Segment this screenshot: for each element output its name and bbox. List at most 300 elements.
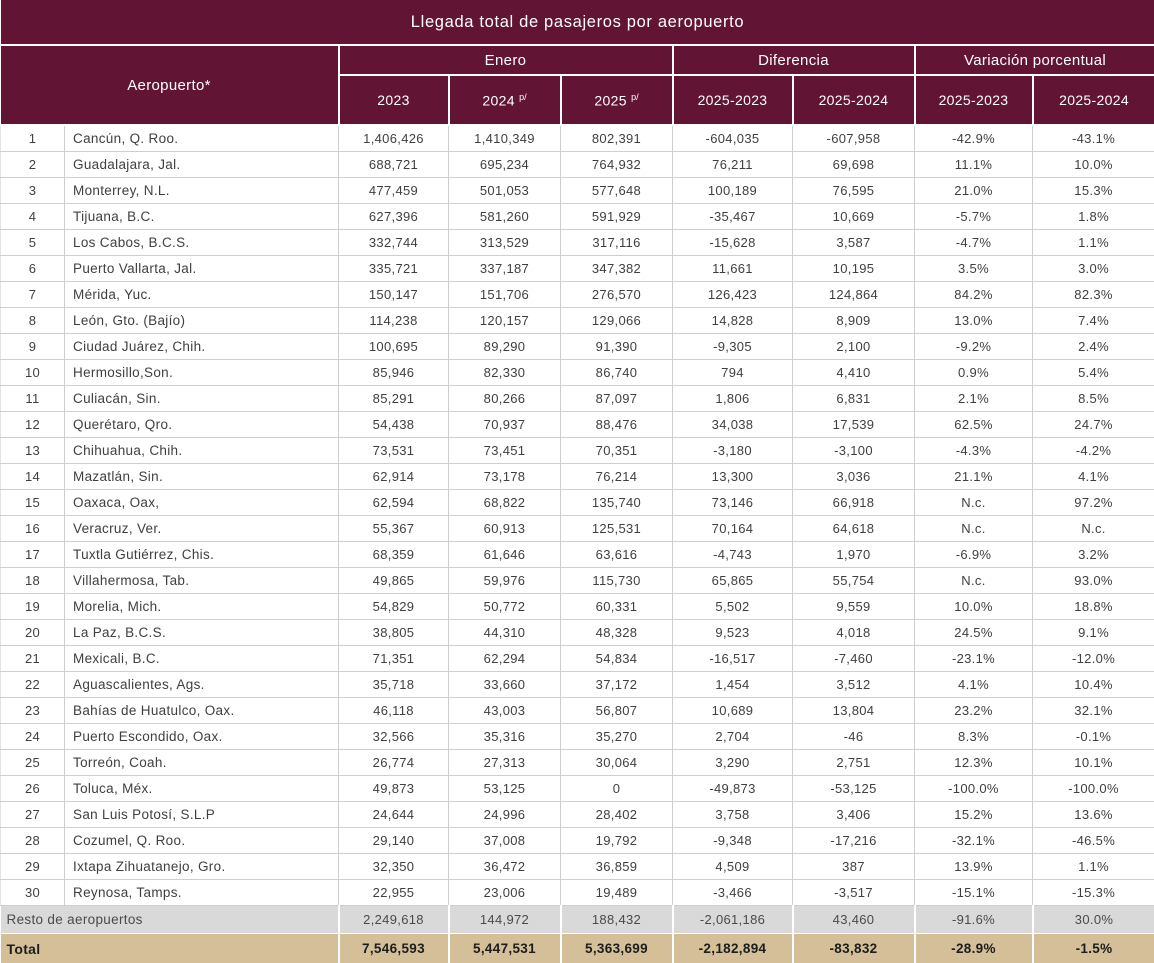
airport-name-cell: Aguascalientes, Ags. — [65, 672, 339, 698]
table-row — [1, 282, 1154, 308]
table-row — [1, 516, 1154, 542]
value-cell: 36,859 — [561, 854, 673, 880]
value-cell: 61,646 — [449, 542, 561, 568]
airport-name-cell: Ciudad Juárez, Chih. — [65, 334, 339, 360]
value-cell: 15.3% — [1033, 178, 1154, 204]
airport-name-cell: Tijuana, B.C. — [65, 204, 339, 230]
value-cell: 10.4% — [1033, 672, 1154, 698]
table-row — [1, 178, 1154, 204]
value-cell: -35,467 — [673, 204, 793, 230]
value-cell: 30,064 — [561, 750, 673, 776]
preliminary-superscript: p/ — [631, 92, 639, 102]
value-cell: -6.9% — [915, 542, 1033, 568]
value-cell: -9.2% — [915, 334, 1033, 360]
value-cell: 3,758 — [673, 802, 793, 828]
value-cell: 56,807 — [561, 698, 673, 724]
value-cell: 54,829 — [339, 594, 449, 620]
rank-cell: 10 — [1, 360, 65, 386]
value-cell: 0 — [561, 776, 673, 802]
value-cell: 76,211 — [673, 152, 793, 178]
value-cell: 3,036 — [793, 464, 915, 490]
table-row — [1, 750, 1154, 776]
airport-name-cell: Toluca, Méx. — [65, 776, 339, 802]
value-cell: 4,410 — [793, 360, 915, 386]
value-cell: 54,438 — [339, 412, 449, 438]
value-cell: 120,157 — [449, 308, 561, 334]
rank-cell: 2 — [1, 152, 65, 178]
rank-cell: 11 — [1, 386, 65, 412]
airport-name-cell: Puerto Escondido, Oax. — [65, 724, 339, 750]
value-cell: 84.2% — [915, 282, 1033, 308]
value-cell: 764,932 — [561, 152, 673, 178]
value-cell: 387 — [793, 854, 915, 880]
resto-de-aeropuertos-row — [1, 906, 1154, 934]
column-header-airport: Aeropuerto* — [1, 45, 339, 125]
rank-cell: 19 — [1, 594, 65, 620]
value-cell: -32.1% — [915, 828, 1033, 854]
value-cell: -16,517 — [673, 646, 793, 672]
value-cell: 73,531 — [339, 438, 449, 464]
value-cell: 73,451 — [449, 438, 561, 464]
value-cell: 93.0% — [1033, 568, 1154, 594]
value-cell: 18.8% — [1033, 594, 1154, 620]
rank-cell: 13 — [1, 438, 65, 464]
airport-name-cell: Veracruz, Ver. — [65, 516, 339, 542]
value-cell: 70,164 — [673, 516, 793, 542]
value-cell: 68,822 — [449, 490, 561, 516]
airport-name-cell: Culiacán, Sin. — [65, 386, 339, 412]
value-cell: 501,053 — [449, 178, 561, 204]
value-cell: -3,180 — [673, 438, 793, 464]
value-cell: 38,805 — [339, 620, 449, 646]
rank-cell: 7 — [1, 282, 65, 308]
value-cell: 85,946 — [339, 360, 449, 386]
airport-name-cell: Torreón, Coah. — [65, 750, 339, 776]
airport-name-cell: La Paz, B.C.S. — [65, 620, 339, 646]
value-cell: 32,566 — [339, 724, 449, 750]
value-cell: 188,432 — [561, 906, 673, 934]
airport-name-cell: Tuxtla Gutiérrez, Chis. — [65, 542, 339, 568]
value-cell: -4.7% — [915, 230, 1033, 256]
rank-cell: 24 — [1, 724, 65, 750]
airport-name-cell: Monterrey, N.L. — [65, 178, 339, 204]
value-cell: 5,363,699 — [561, 934, 673, 963]
group-header-row — [1, 45, 1154, 75]
value-cell: 3,587 — [793, 230, 915, 256]
value-cell: 0.9% — [915, 360, 1033, 386]
value-cell: 24.7% — [1033, 412, 1154, 438]
value-cell: 581,260 — [449, 204, 561, 230]
value-cell: 2.4% — [1033, 334, 1154, 360]
value-cell: 19,792 — [561, 828, 673, 854]
rank-cell: 9 — [1, 334, 65, 360]
value-cell: 76,214 — [561, 464, 673, 490]
value-cell: 82.3% — [1033, 282, 1154, 308]
value-cell: 6,831 — [793, 386, 915, 412]
rank-cell: 29 — [1, 854, 65, 880]
value-cell: 33,660 — [449, 672, 561, 698]
value-cell: 7,546,593 — [339, 934, 449, 963]
table-row — [1, 880, 1154, 906]
value-cell: 63,616 — [561, 542, 673, 568]
rank-cell: 22 — [1, 672, 65, 698]
value-cell: N.c. — [915, 490, 1033, 516]
value-cell: 73,146 — [673, 490, 793, 516]
value-cell: 4.1% — [915, 672, 1033, 698]
value-cell: 688,721 — [339, 152, 449, 178]
value-cell: 577,648 — [561, 178, 673, 204]
value-cell: 24,996 — [449, 802, 561, 828]
value-cell: -0.1% — [1033, 724, 1154, 750]
year-label: 2024 — [482, 92, 514, 108]
value-cell: 60,331 — [561, 594, 673, 620]
value-cell: 35,316 — [449, 724, 561, 750]
value-cell: 23.2% — [915, 698, 1033, 724]
value-cell: 80,266 — [449, 386, 561, 412]
value-cell: 62,294 — [449, 646, 561, 672]
value-cell: 151,706 — [449, 282, 561, 308]
value-cell: -15,628 — [673, 230, 793, 256]
value-cell: 13.6% — [1033, 802, 1154, 828]
value-cell: 49,865 — [339, 568, 449, 594]
rank-cell: 30 — [1, 880, 65, 906]
rank-cell: 6 — [1, 256, 65, 282]
value-cell: 37,008 — [449, 828, 561, 854]
table-row — [1, 724, 1154, 750]
value-cell: 802,391 — [561, 125, 673, 152]
airport-name-cell: Cozumel, Q. Roo. — [65, 828, 339, 854]
airport-name-cell: Bahías de Huatulco, Oax. — [65, 698, 339, 724]
value-cell: 3,512 — [793, 672, 915, 698]
table-row — [1, 620, 1154, 646]
table-row — [1, 828, 1154, 854]
value-cell: 335,721 — [339, 256, 449, 282]
value-cell: N.c. — [915, 516, 1033, 542]
title-row — [1, 0, 1154, 45]
value-cell: -23.1% — [915, 646, 1033, 672]
value-cell: -91.6% — [915, 906, 1033, 934]
value-cell: 22,955 — [339, 880, 449, 906]
value-cell: -2,061,186 — [673, 906, 793, 934]
table-row — [1, 308, 1154, 334]
value-cell: -53,125 — [793, 776, 915, 802]
value-cell: 9,559 — [793, 594, 915, 620]
value-cell: -49,873 — [673, 776, 793, 802]
value-cell: -3,517 — [793, 880, 915, 906]
table-row — [1, 672, 1154, 698]
table-row — [1, 360, 1154, 386]
value-cell: 13.9% — [915, 854, 1033, 880]
value-cell: 35,718 — [339, 672, 449, 698]
rank-cell: 12 — [1, 412, 65, 438]
airport-name-cell: Puerto Vallarta, Jal. — [65, 256, 339, 282]
rank-cell: 1 — [1, 125, 65, 152]
value-cell: 124,864 — [793, 282, 915, 308]
table-row — [1, 698, 1154, 724]
value-cell: 76,595 — [793, 178, 915, 204]
value-cell: 5,447,531 — [449, 934, 561, 963]
value-cell: 10.1% — [1033, 750, 1154, 776]
value-cell: -7,460 — [793, 646, 915, 672]
value-cell: 69,698 — [793, 152, 915, 178]
airport-name-cell: Villahermosa, Tab. — [65, 568, 339, 594]
value-cell: 1.1% — [1033, 230, 1154, 256]
value-cell: 10,669 — [793, 204, 915, 230]
table-row — [1, 152, 1154, 178]
table-body — [1, 125, 1154, 963]
rank-cell: 28 — [1, 828, 65, 854]
table-row — [1, 125, 1154, 152]
value-cell: 11,661 — [673, 256, 793, 282]
value-cell: 100,189 — [673, 178, 793, 204]
value-cell: 88,476 — [561, 412, 673, 438]
airport-name-cell: Hermosillo,Son. — [65, 360, 339, 386]
table-row — [1, 568, 1154, 594]
value-cell: -607,958 — [793, 125, 915, 152]
airport-name-cell: Morelia, Mich. — [65, 594, 339, 620]
value-cell: 44,310 — [449, 620, 561, 646]
value-cell: 64,618 — [793, 516, 915, 542]
rank-cell: 17 — [1, 542, 65, 568]
value-cell: 24,644 — [339, 802, 449, 828]
value-cell: 4.1% — [1033, 464, 1154, 490]
airport-name-cell: Ixtapa Zihuatanejo, Gro. — [65, 854, 339, 880]
value-cell: 73,178 — [449, 464, 561, 490]
value-cell: 5,502 — [673, 594, 793, 620]
value-cell: 36,472 — [449, 854, 561, 880]
value-cell: 13.0% — [915, 308, 1033, 334]
value-cell: 55,367 — [339, 516, 449, 542]
table-title: Llegada total de pasajeros por aeropuerto — [1, 0, 1154, 45]
column-header-diff-2025-2023: 2025-2023 — [673, 75, 793, 125]
value-cell: 627,396 — [339, 204, 449, 230]
value-cell: -9,348 — [673, 828, 793, 854]
column-header-var-2025-2024: 2025-2024 — [1033, 75, 1154, 125]
airport-name-cell: Chihuahua, Chih. — [65, 438, 339, 464]
year-label: 2023 — [377, 92, 409, 108]
value-cell: 115,730 — [561, 568, 673, 594]
airport-name-cell: Querétaro, Qro. — [65, 412, 339, 438]
value-cell: 5.4% — [1033, 360, 1154, 386]
value-cell: 135,740 — [561, 490, 673, 516]
value-cell: -1.5% — [1033, 934, 1154, 963]
value-cell: 29,140 — [339, 828, 449, 854]
value-cell: 54,834 — [561, 646, 673, 672]
value-cell: 114,238 — [339, 308, 449, 334]
table-header — [1, 0, 1154, 125]
value-cell: -12.0% — [1033, 646, 1154, 672]
value-cell: -15.3% — [1033, 880, 1154, 906]
table-row — [1, 230, 1154, 256]
value-cell: 21.0% — [915, 178, 1033, 204]
value-cell: 3,290 — [673, 750, 793, 776]
value-cell: 1.1% — [1033, 854, 1154, 880]
rank-cell: 14 — [1, 464, 65, 490]
value-cell: 66,918 — [793, 490, 915, 516]
airport-name-cell: Mexicali, B.C. — [65, 646, 339, 672]
total-row — [1, 934, 1154, 963]
value-cell: 3.0% — [1033, 256, 1154, 282]
value-cell: 8.3% — [915, 724, 1033, 750]
value-cell: 13,300 — [673, 464, 793, 490]
value-cell: 337,187 — [449, 256, 561, 282]
value-cell: N.c. — [915, 568, 1033, 594]
value-cell: -5.7% — [915, 204, 1033, 230]
value-cell: N.c. — [1033, 516, 1154, 542]
value-cell: -43.1% — [1033, 125, 1154, 152]
table-row — [1, 386, 1154, 412]
table-row — [1, 646, 1154, 672]
value-cell: -604,035 — [673, 125, 793, 152]
value-cell: 2,249,618 — [339, 906, 449, 934]
value-cell: 2,100 — [793, 334, 915, 360]
value-cell: 43,460 — [793, 906, 915, 934]
value-cell: 10.0% — [915, 594, 1033, 620]
value-cell: 2,751 — [793, 750, 915, 776]
value-cell: 477,459 — [339, 178, 449, 204]
airport-name-cell: Guadalajara, Jal. — [65, 152, 339, 178]
value-cell: 23,006 — [449, 880, 561, 906]
table-row — [1, 802, 1154, 828]
value-cell: 1,406,426 — [339, 125, 449, 152]
rank-cell: 25 — [1, 750, 65, 776]
airport-name-cell: San Luis Potosí, S.L.P — [65, 802, 339, 828]
value-cell: 34,038 — [673, 412, 793, 438]
value-cell: 65,865 — [673, 568, 793, 594]
value-cell: 1,806 — [673, 386, 793, 412]
value-cell: 15.2% — [915, 802, 1033, 828]
table-row — [1, 334, 1154, 360]
value-cell: 17,539 — [793, 412, 915, 438]
value-cell: 28,402 — [561, 802, 673, 828]
value-cell: 129,066 — [561, 308, 673, 334]
value-cell: 68,359 — [339, 542, 449, 568]
value-cell: 46,118 — [339, 698, 449, 724]
value-cell: 24.5% — [915, 620, 1033, 646]
value-cell: 347,382 — [561, 256, 673, 282]
value-cell: 3,406 — [793, 802, 915, 828]
column-group-enero: Enero — [339, 45, 673, 75]
value-cell: -17,216 — [793, 828, 915, 854]
value-cell: 82,330 — [449, 360, 561, 386]
value-cell: 9.1% — [1033, 620, 1154, 646]
value-cell: 62,914 — [339, 464, 449, 490]
column-header-2025 — [561, 75, 673, 125]
value-cell: -46 — [793, 724, 915, 750]
table-row — [1, 854, 1154, 880]
table-row — [1, 438, 1154, 464]
value-cell: 10,689 — [673, 698, 793, 724]
table-row — [1, 412, 1154, 438]
table-row — [1, 490, 1154, 516]
rank-cell: 8 — [1, 308, 65, 334]
value-cell: 10,195 — [793, 256, 915, 282]
value-cell: 19,489 — [561, 880, 673, 906]
value-cell: 317,116 — [561, 230, 673, 256]
rank-cell: 16 — [1, 516, 65, 542]
airport-name-cell: Reynosa, Tamps. — [65, 880, 339, 906]
value-cell: 53,125 — [449, 776, 561, 802]
rank-cell: 20 — [1, 620, 65, 646]
table-row — [1, 256, 1154, 282]
value-cell: 50,772 — [449, 594, 561, 620]
value-cell: 49,873 — [339, 776, 449, 802]
rank-cell: 15 — [1, 490, 65, 516]
table-row — [1, 776, 1154, 802]
airport-name-cell: Oaxaca, Oax, — [65, 490, 339, 516]
value-cell: 1.8% — [1033, 204, 1154, 230]
airport-name-cell: Los Cabos, B.C.S. — [65, 230, 339, 256]
value-cell: 9,523 — [673, 620, 793, 646]
airport-name-cell: Mazatlán, Sin. — [65, 464, 339, 490]
value-cell: 32,350 — [339, 854, 449, 880]
table-row — [1, 464, 1154, 490]
value-cell: 70,937 — [449, 412, 561, 438]
value-cell: 32.1% — [1033, 698, 1154, 724]
value-cell: 313,529 — [449, 230, 561, 256]
value-cell: 8.5% — [1033, 386, 1154, 412]
value-cell: 60,913 — [449, 516, 561, 542]
table-row — [1, 204, 1154, 230]
value-cell: 91,390 — [561, 334, 673, 360]
value-cell: 11.1% — [915, 152, 1033, 178]
value-cell: 276,570 — [561, 282, 673, 308]
value-cell: 71,351 — [339, 646, 449, 672]
value-cell: 10.0% — [1033, 152, 1154, 178]
airport-name-cell: Mérida, Yuc. — [65, 282, 339, 308]
value-cell: 150,147 — [339, 282, 449, 308]
rank-cell: 21 — [1, 646, 65, 672]
value-cell: -28.9% — [915, 934, 1033, 963]
value-cell: 43,003 — [449, 698, 561, 724]
value-cell: 695,234 — [449, 152, 561, 178]
value-cell: 8,909 — [793, 308, 915, 334]
airport-name-cell: Cancún, Q. Roo. — [65, 125, 339, 152]
value-cell: 125,531 — [561, 516, 673, 542]
value-cell: 144,972 — [449, 906, 561, 934]
value-cell: 3.2% — [1033, 542, 1154, 568]
rank-cell: 18 — [1, 568, 65, 594]
value-cell: 37,172 — [561, 672, 673, 698]
value-cell: 4,509 — [673, 854, 793, 880]
column-group-variacion-porcentual: Variación porcentual — [915, 45, 1154, 75]
value-cell: 4,018 — [793, 620, 915, 646]
value-cell: 48,328 — [561, 620, 673, 646]
value-cell: 35,270 — [561, 724, 673, 750]
value-cell: 85,291 — [339, 386, 449, 412]
value-cell: -4.2% — [1033, 438, 1154, 464]
value-cell: 26,774 — [339, 750, 449, 776]
value-cell: 2.1% — [915, 386, 1033, 412]
value-cell: 89,290 — [449, 334, 561, 360]
value-cell: 126,423 — [673, 282, 793, 308]
value-cell: -15.1% — [915, 880, 1033, 906]
value-cell: 21.1% — [915, 464, 1033, 490]
value-cell: 14,828 — [673, 308, 793, 334]
value-cell: 2,704 — [673, 724, 793, 750]
rank-cell: 23 — [1, 698, 65, 724]
value-cell: 7.4% — [1033, 308, 1154, 334]
preliminary-superscript: p/ — [519, 92, 527, 102]
value-cell: -100.0% — [1033, 776, 1154, 802]
total-row-label: Total — [1, 934, 339, 963]
value-cell: 1,970 — [793, 542, 915, 568]
rank-cell: 26 — [1, 776, 65, 802]
value-cell: 87,097 — [561, 386, 673, 412]
value-cell: 13,804 — [793, 698, 915, 724]
value-cell: 59,976 — [449, 568, 561, 594]
value-cell: -83,832 — [793, 934, 915, 963]
